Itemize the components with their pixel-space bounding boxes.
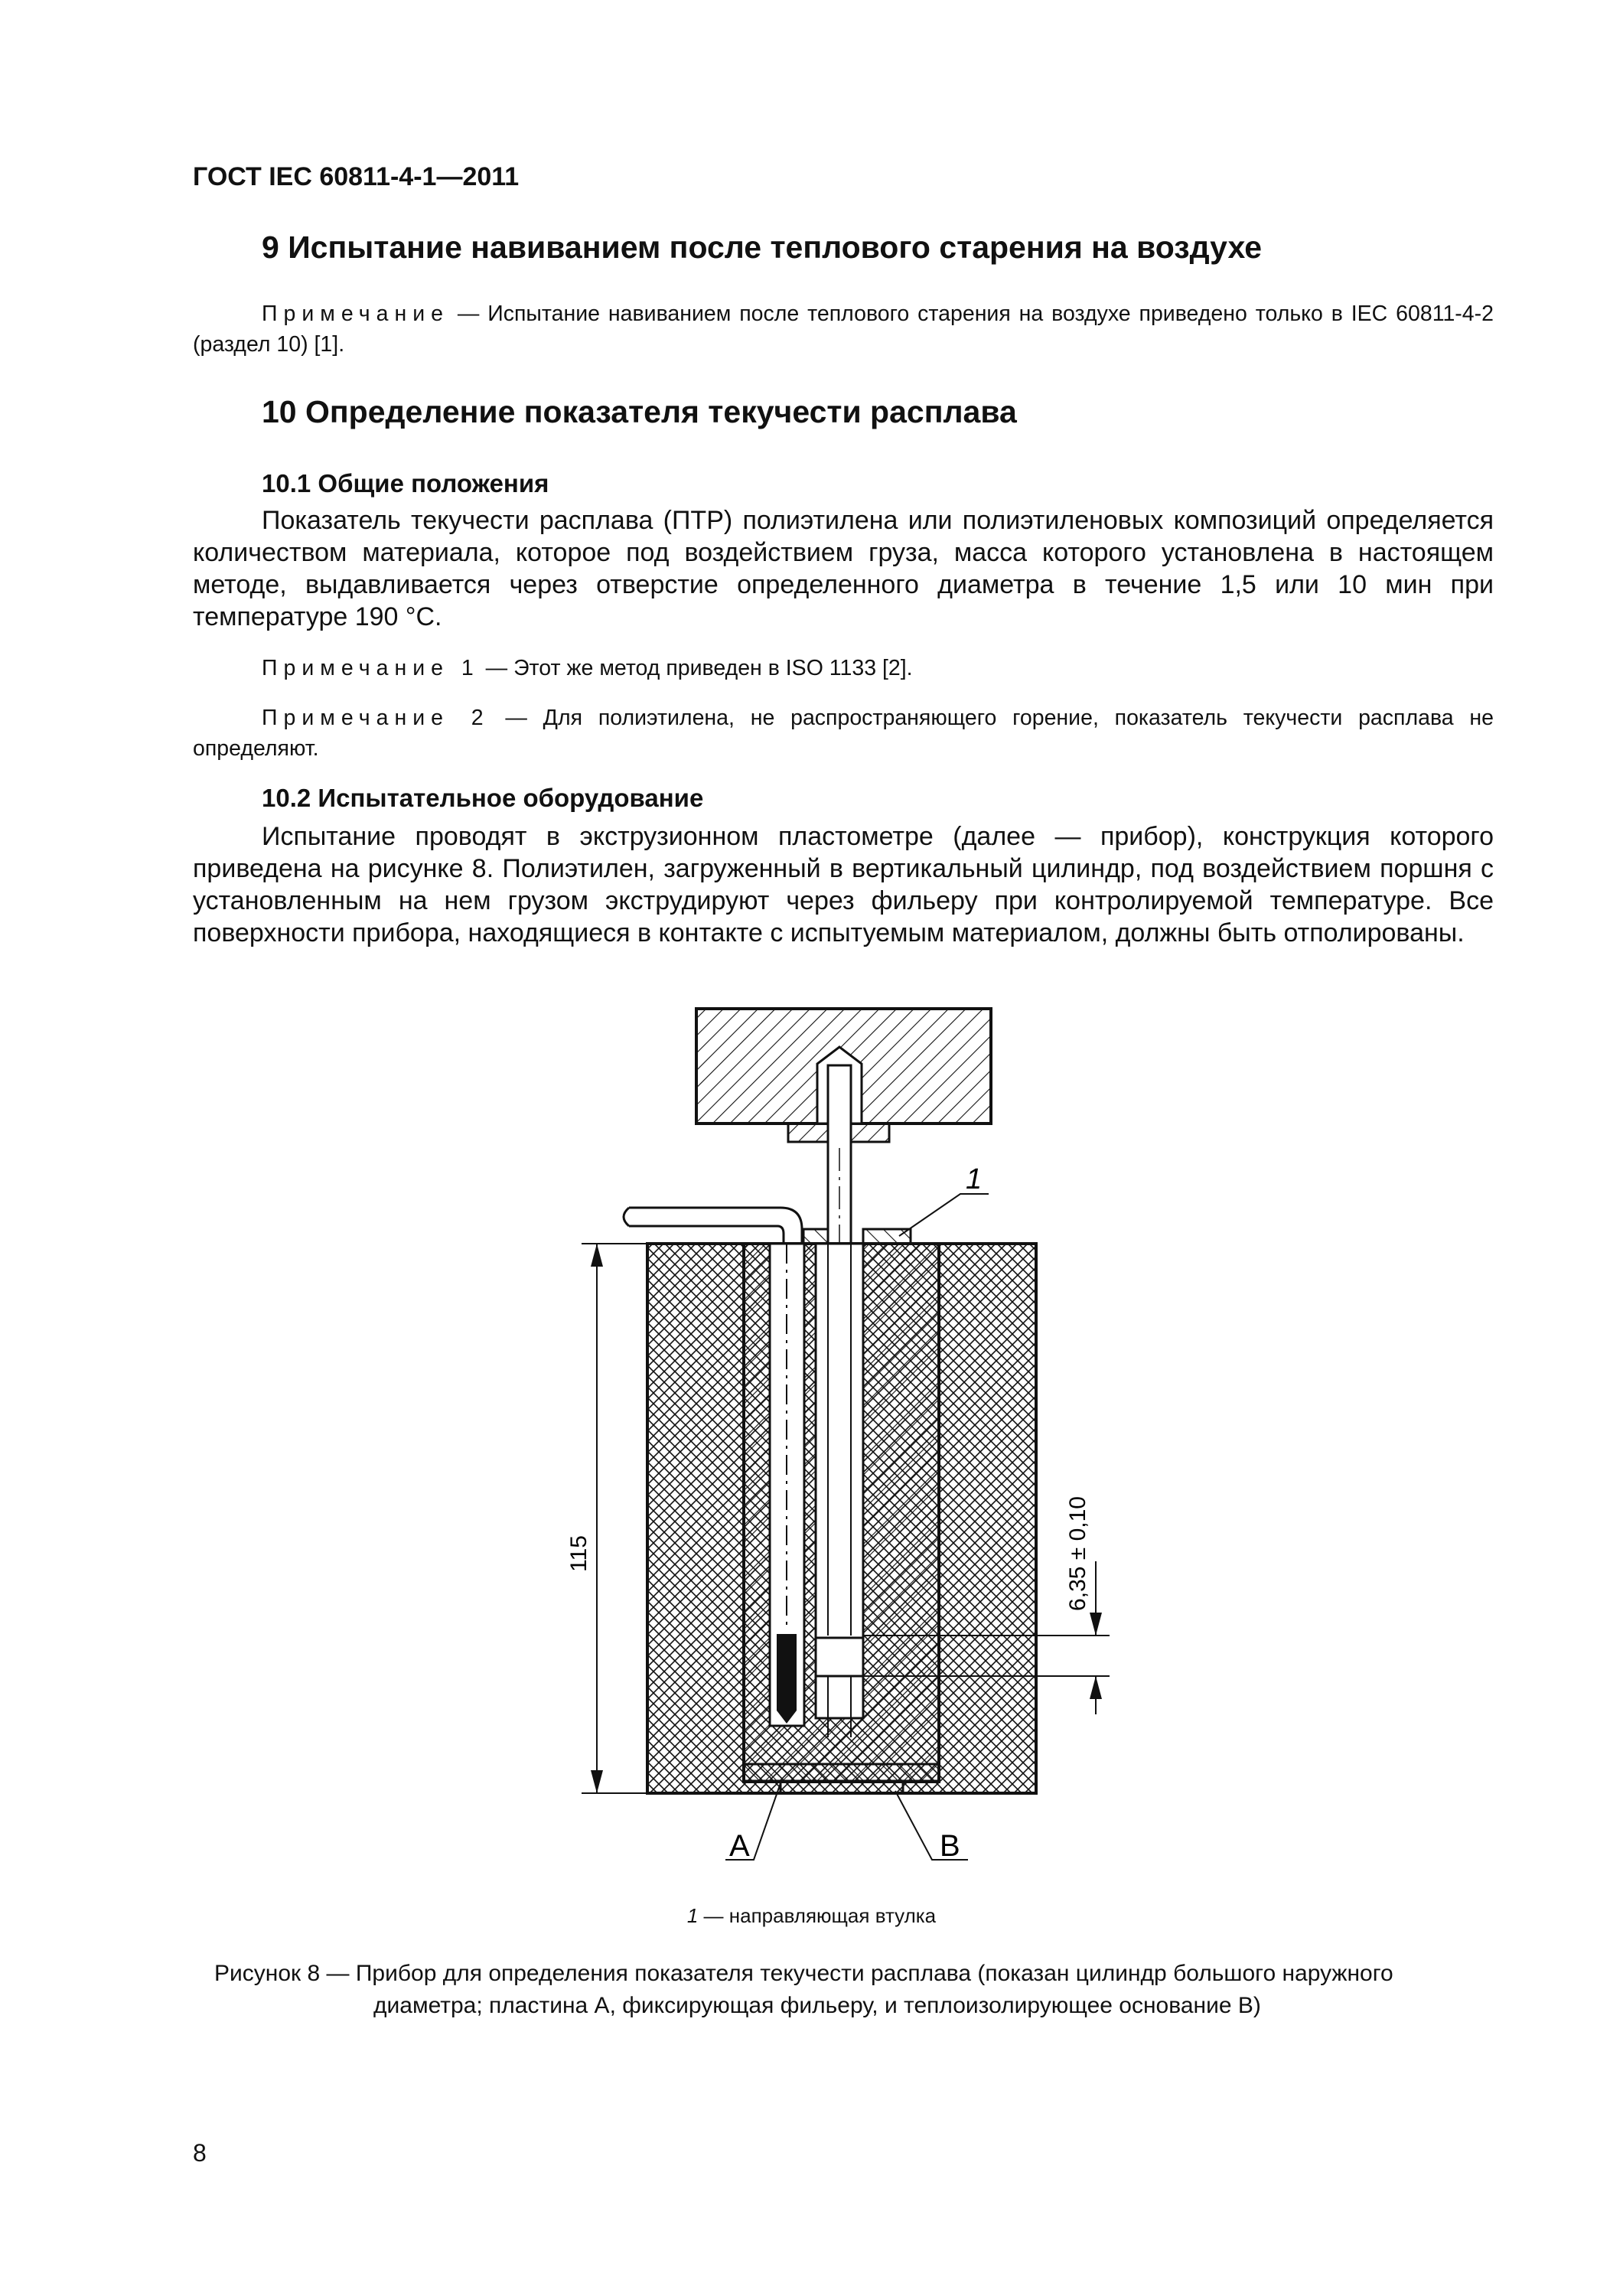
subsection-10-1-title: 10.1 Общие положения [262,469,549,497]
label-a: A [729,1829,750,1863]
subsection-10-2-text: Испытание проводят в экструзионном пластометре (далее — прибор), конструкция которого приведена на рисунке 8. Полиэтилен, загруженный в вертикальный цилиндр, под воздействием поршня с установленным на нем грузом экструдируют через фильеру при контролируемой температуре. Все поверхности прибора, находящиеся в контакте с испытуемым материалом, должны быть отполированы. [193,822,1494,947]
die-plate-a [744,1764,939,1781]
page-number: 8 [193,2139,207,2167]
section-9-title: 9 Испытание навиванием после теплового старения на воздухе [262,230,1263,265]
subsection-10-2-title: 10.2 Испытательное оборудование [262,784,704,812]
label-1: 1 [966,1163,983,1195]
note-1-text: — Этот же метод приведен в ISO 1133 [2]. [479,656,913,680]
guide-sleeve [803,1229,911,1244]
note-label: Примечание [262,302,449,326]
note-1-label: Примечание 1 [262,656,480,680]
figure-caption [214,1958,1530,2022]
label-b: B [940,1829,960,1863]
figure-caption-line-2: диаметра; пластина A, фиксирующая фильеру, и теплоизолирующее основание B) [373,1993,1261,2018]
note-2-label: Примечание 2 [262,706,490,730]
note-text: — Испытание навиванием после теплового старения на воздухе приведено только в IEC 60811-4-2 (раздел 10) [1]. [193,302,1494,357]
figure-legend [0,1904,1623,1928]
dimension-115 [582,1244,647,1793]
subsection-10-1-text: Показатель текучести расплава (ПТР) полиэтилена или полиэтиленовых композиций определяется количеством материала, которое под воздействием груза, масса которого установлена в настоящем методе, выдавливается через отверстие определенного диаметра в течение 1,5 или 10 мин при температуре 190 °С. [193,506,1494,631]
figure-caption-line-1: Рисунок 8 — Прибор для определения показателя текучести расплава (показан цилиндр большого наружного [214,1961,1393,1986]
section-10-title: 10 Определение показателя текучести расплава [262,394,1017,429]
label-dimension-die: 6,35 ± 0,10 [1065,1496,1090,1611]
legend-text: — направляющая втулка [698,1904,937,1927]
legend-number: 1 [686,1904,699,1927]
note-2-text: — Для полиэтилена, не распространяющего горение, показатель текучести расплава не определяют. [193,706,1494,761]
document-header: ГОСТ IEC 60811-4-1—2011 [193,162,520,191]
label-dimension-115: 115 [566,1535,592,1572]
